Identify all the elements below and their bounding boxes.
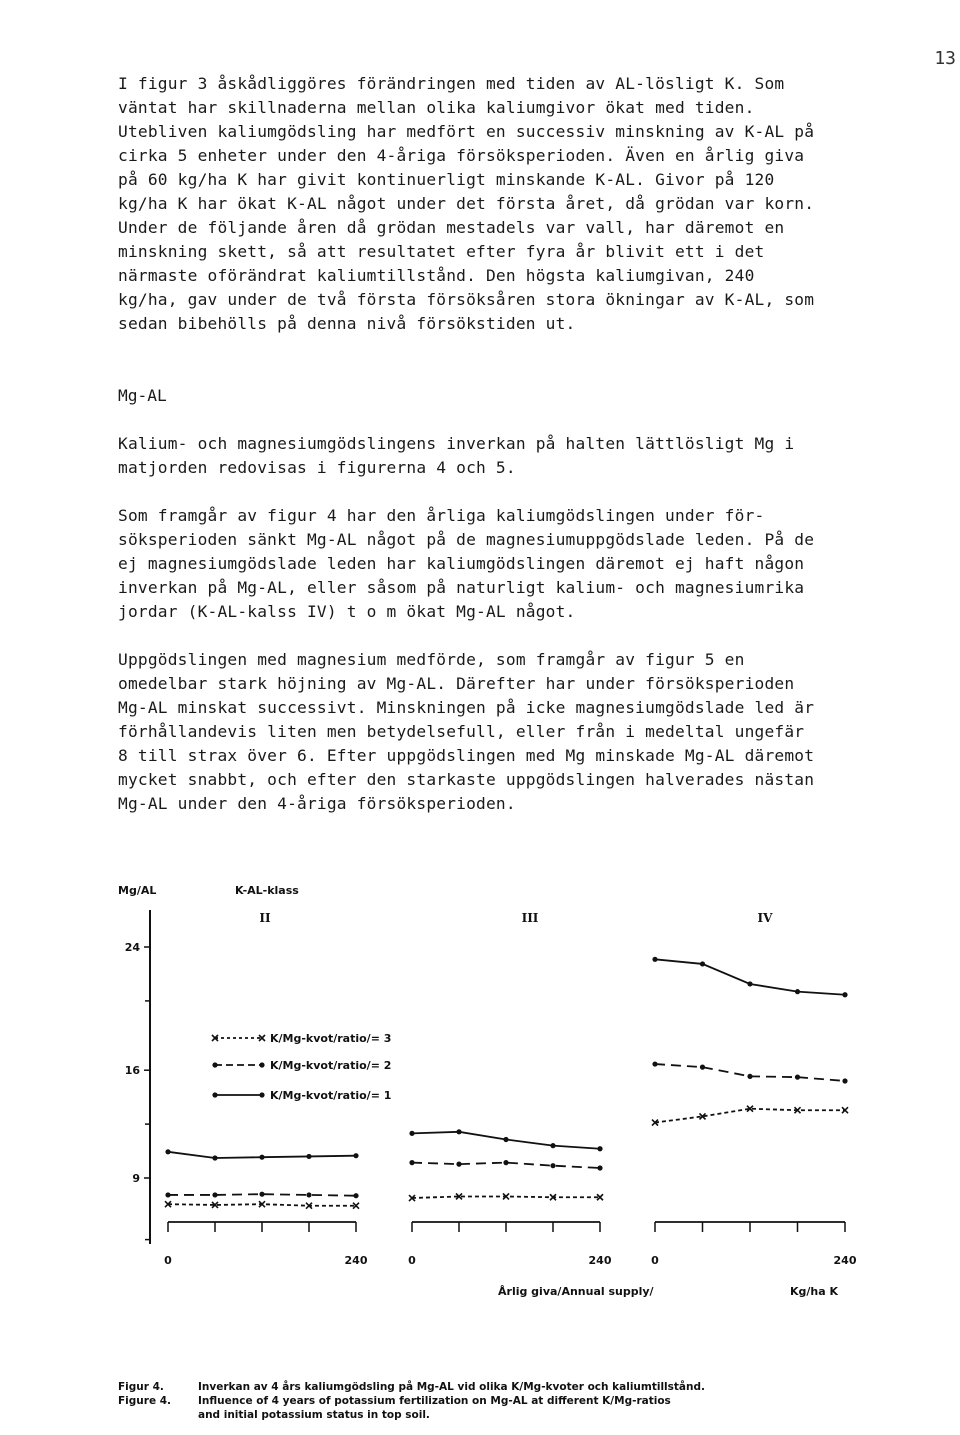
point-panel-1-s1-3	[550, 1163, 555, 1168]
point-panel-0-s0-3	[306, 1154, 311, 1159]
legend-marker-1-1	[259, 1062, 264, 1067]
caption-label-sv: Figur 4.	[118, 1381, 164, 1393]
figure-4	[0, 870, 960, 1435]
y-tick-label-0: 24	[124, 941, 140, 954]
caption-text-en: Influence of 4 years of potassium fertilization on Mg-AL at different K/Mg-ratios	[198, 1395, 671, 1407]
point-panel-0-s0-1	[212, 1155, 217, 1160]
point-panel-1-s0-4	[597, 1146, 602, 1151]
x-axis-unit: Kg/ha K	[790, 1285, 839, 1298]
page-number: 13	[934, 48, 956, 69]
body-text	[118, 72, 948, 816]
y-tick-label-2: 9	[132, 1172, 140, 1185]
x-tick-label-panel-0-end: 240	[344, 1254, 368, 1267]
class-label-III: III	[521, 911, 539, 925]
point-panel-2-s0-3	[795, 989, 800, 994]
figure-caption	[118, 1380, 938, 1422]
legend-label-2: K/Mg-kvot/ratio/= 1	[270, 1089, 392, 1102]
point-panel-0-s0-2	[259, 1155, 264, 1160]
caption-english	[118, 1394, 938, 1408]
caption-label-en: Figure 4.	[118, 1395, 172, 1407]
group-title: K-AL-klass	[235, 884, 299, 897]
point-panel-1-s0-3	[550, 1143, 555, 1148]
point-panel-1-s1-2	[503, 1160, 508, 1165]
y-axis-title: Mg/AL	[118, 884, 157, 897]
x-tick-label-panel-2-start: 0	[651, 1254, 659, 1267]
x-tick-label-panel-2-end: 240	[833, 1254, 857, 1267]
point-panel-2-s1-4	[842, 1078, 847, 1083]
section-heading-mg-al: Mg-AL	[118, 386, 167, 405]
point-panel-2-s1-1	[700, 1065, 705, 1070]
point-panel-2-s1-0	[652, 1061, 657, 1066]
point-panel-1-s1-1	[456, 1162, 461, 1167]
x-tick-label-panel-1-end: 240	[588, 1254, 612, 1267]
point-panel-0-s1-2	[259, 1192, 264, 1197]
caption-text-sv: Inverkan av 4 års kaliumgödsling på Mg-AL vid olika K/Mg-kvoter och kaliumtillstånd.	[198, 1381, 705, 1393]
y-tick-label-1: 16	[124, 1064, 140, 1078]
point-panel-0-s1-3	[306, 1192, 311, 1197]
paragraph-figure4-discussion: Som framgår av figur 4 har den årliga kaliumgödslingen under för- söksperioden sänkt Mg-AL något på de magnesiumuppgödslade leden. På de ej magnesiumgödslade leden har kaliumgödslingen däremot ej haft någon inverkan på Mg-AL, eller såsom på naturligt kalium- och magnesiumrika jordar (K-AL-kalss IV) t o m ökat Mg-AL något.	[118, 506, 815, 621]
point-panel-2-s0-1	[700, 961, 705, 966]
point-panel-1-s0-2	[503, 1137, 508, 1142]
point-panel-1-s1-4	[597, 1165, 602, 1170]
point-panel-0-s1-1	[212, 1192, 217, 1197]
x-tick-label-panel-0-start: 0	[164, 1254, 172, 1267]
x-axis-title: Årlig giva/Annual supply/	[498, 1285, 654, 1298]
point-panel-2-s0-4	[842, 992, 847, 997]
point-panel-2-s1-2	[747, 1074, 752, 1079]
paragraph-figure5-discussion: Uppgödslingen med magnesium medförde, som framgår av figur 5 en omedelbar stark höjning av Mg-AL. Därefter har under försöksperioden Mg-AL minskat successivt. Minskningen på icke magnesiumgödslade led är förhållandevis liten men betydelsefull, eller från i medeltal ungefär 8 till strax över 6. Efter uppgödslingen med Mg minskade Mg-AL däremot mycket snabbt, och efter den starkaste uppgödslingen halverades nästan Mg-AL under den 4-åriga försöksperioden.	[118, 650, 815, 813]
point-panel-2-s0-0	[652, 957, 657, 962]
point-panel-1-s1-0	[409, 1160, 414, 1165]
x-tick-label-panel-1-start: 0	[408, 1254, 416, 1267]
legend-marker-2-1	[259, 1092, 264, 1097]
caption-english-cont: and initial potassium status in top soil.	[198, 1409, 430, 1421]
mg-al-chart	[0, 870, 960, 1435]
series-line-panel-2-0	[655, 959, 845, 994]
point-panel-2-s2-4	[842, 1107, 848, 1113]
paragraph-k-al-change: I figur 3 åskådliggöres förändringen med tiden av AL-lösligt K. Som väntat har skillnaderna mellan olika kaliumgivor ökat med tiden. Utebliven kaliumgödsling har medfört en successiv minskning av K-AL på cirka 5 enheter under den 4-åriga försöksperioden. Även en årlig giva på 60 kg/ha K har givit kontinuerligt minskande K-AL. Givor på 120 kg/ha K har ökat K-AL något under det första året, då grödan var korn. Under de följande åren då grödan mestadels var vall, har däremot en minskning skett, så att resultatet efter fyra år blivit ett i det närmaste oförändrat kaliumtillstånd. Den högsta kaliumgivan, 240 kg/ha, gav under de två första försöksåren stora ökningar av K-AL, som sedan bibehölls på denna nivå försökstiden ut.	[118, 74, 815, 333]
legend-label-1: K/Mg-kvot/ratio/= 2	[270, 1059, 392, 1072]
point-panel-0-s0-0	[165, 1149, 170, 1154]
point-panel-0-s1-4	[353, 1193, 358, 1198]
class-label-IV: IV	[757, 911, 773, 925]
point-panel-1-s0-1	[456, 1129, 461, 1134]
point-panel-1-s0-0	[409, 1131, 414, 1136]
point-panel-0-s1-0	[165, 1192, 170, 1197]
paragraph-mg-intro: Kalium- och magnesiumgödslingens inverkan på halten lättlösligt Mg i matjorden redovisas i figurerna 4 och 5.	[118, 434, 795, 477]
legend-marker-1-0	[212, 1062, 217, 1067]
point-panel-0-s0-4	[353, 1153, 358, 1158]
class-label-II: II	[259, 911, 271, 925]
caption-swedish	[118, 1380, 938, 1394]
legend-marker-2-0	[212, 1092, 217, 1097]
legend-label-0: K/Mg-kvot/ratio/= 3	[270, 1032, 392, 1045]
series-line-panel-2-2	[655, 1109, 845, 1123]
point-panel-2-s1-3	[795, 1075, 800, 1080]
point-panel-2-s0-2	[747, 981, 752, 986]
